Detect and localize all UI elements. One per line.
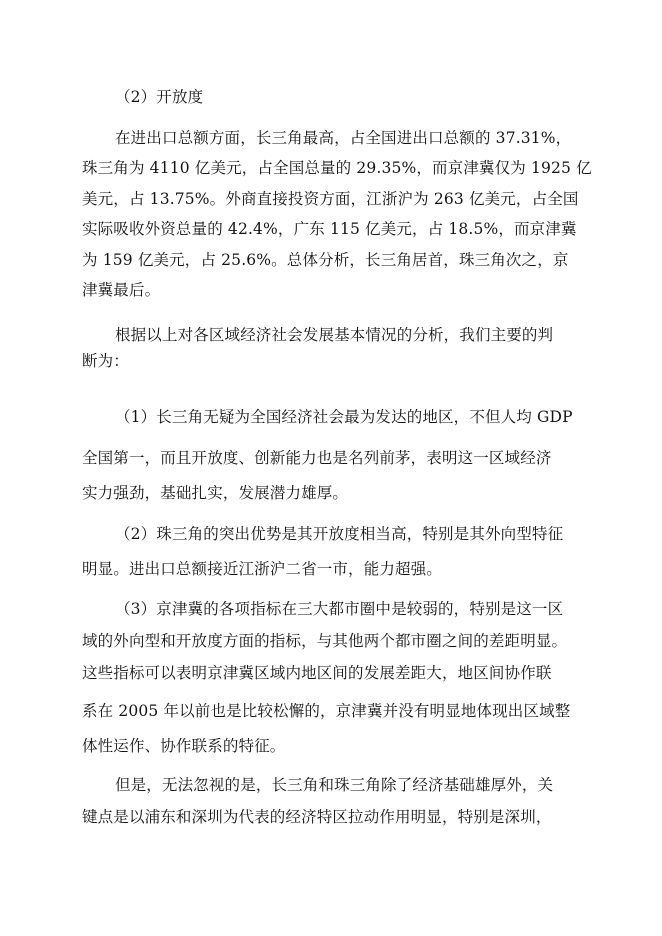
paragraph-line: 体性运作、协作联系的特征。 — [82, 737, 286, 755]
paragraph-line: 系在 2005 年以前也是比较松懈的，京津冀并没有明显地体现出区域整 — [82, 702, 571, 720]
paragraph-line: 珠三角为 4110 亿美元，占全国总量的 29.35%，而京津冀仅为 1925 亿 — [82, 159, 592, 177]
paragraph-line: 美元，占 13.75%。外商直接投资方面，江浙沪为 263 亿美元，占全国 — [82, 190, 579, 208]
paragraph-line: 全国第一，而且开放度、创新能力也是名列前茅，表明这一区域经济 — [82, 449, 552, 467]
paragraph-line: 断为： — [82, 352, 129, 370]
paragraph-line: 在进出口总额方面，长三角最高，占全国进出口总额的 37.31%， — [115, 129, 572, 147]
section-heading: （2）开放度 — [115, 88, 204, 106]
paragraph-line: 明显。进出口总额接近江浙沪二省一市，能力超强。 — [82, 560, 442, 578]
paragraph-line: 但是，无法忽视的是，长三角和珠三角除了经济基础雄厚外，关 — [115, 776, 554, 794]
paragraph-line: 为 159 亿美元，占 25.6%。总体分析，长三角居首，珠三角次之，京 — [82, 251, 569, 269]
paragraph-line: 域的外向型和开放度方面的指标，与其他两个都市圈之间的差距明显。 — [82, 632, 568, 650]
paragraph-line: 根据以上对各区域经济社会发展基本情况的分析，我们主要的判 — [115, 326, 554, 344]
paragraph-line: （1）长三角无疑为全国经济社会最为发达的地区，不但人均 GDP — [115, 408, 573, 426]
paragraph-line: （3）京津冀的各项指标在三大都市圈中是较弱的，特别是这一区 — [115, 600, 564, 618]
paragraph-line: （2）珠三角的突出优势是其开放度相当高，特别是其外向型特征 — [115, 525, 564, 543]
paragraph-line: 实力强劲，基础扎实，发展潜力雄厚。 — [82, 484, 349, 502]
paragraph-line: 这些指标可以表明京津冀区域内地区间的发展差距大，地区间协作联 — [82, 664, 552, 682]
paragraph-line: 键点是以浦东和深圳为代表的经济特区拉动作用明显，特别是深圳， — [82, 808, 552, 826]
paragraph-line: 津冀最后。 — [82, 281, 161, 299]
paragraph-line: 实际吸收外资总量的 42.4%，广东 115 亿美元，占 18.5%，而京津冀 — [82, 220, 577, 238]
